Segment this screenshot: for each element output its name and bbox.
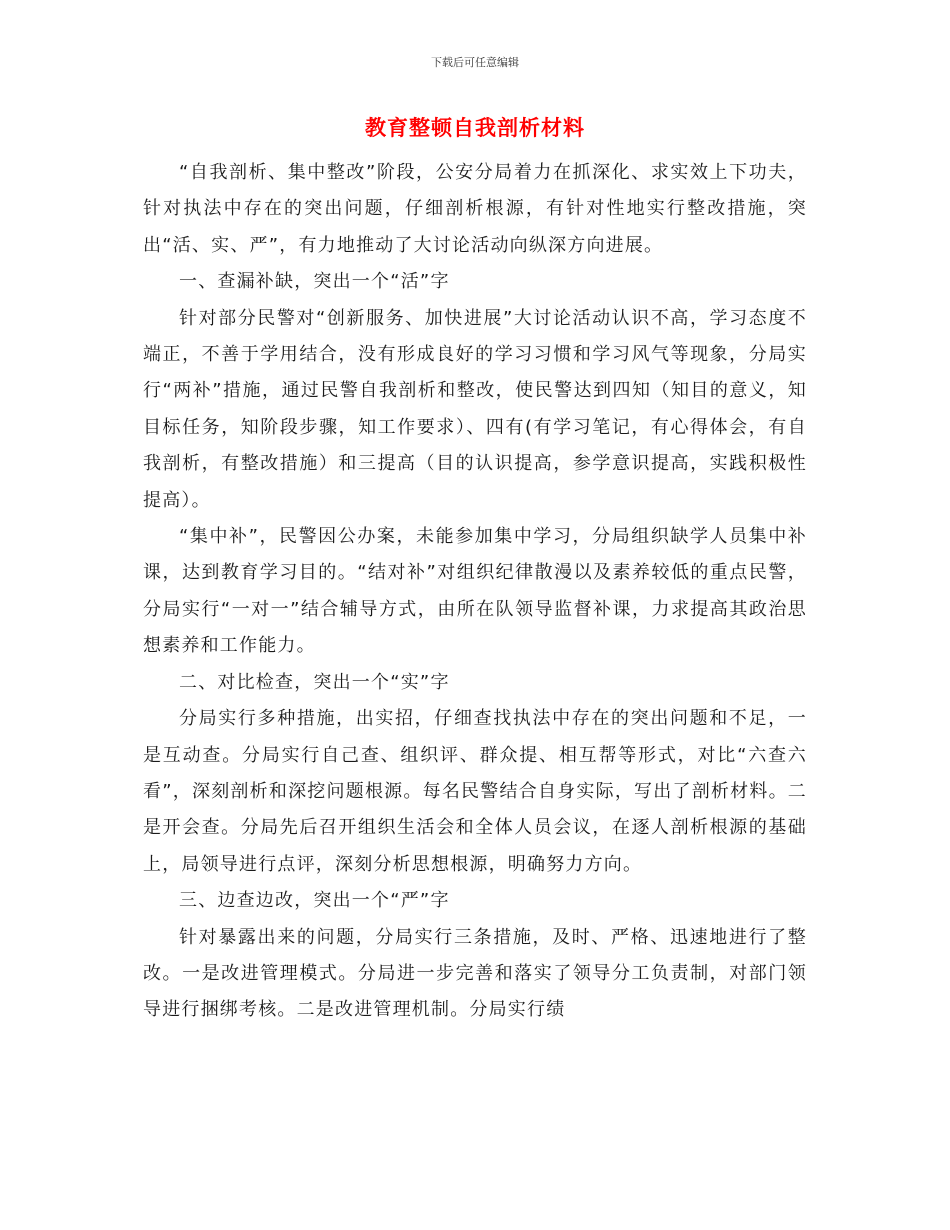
document-body [143, 155, 807, 1029]
body-paragraph: 分局实行多种措施，出实招，仔细查找执法中存在的突出问题和不足，一是互动查。分局实行自己查、组织评、群众提、相互帮等形式，对比“六查六看”，深刻剖析和深挖问题根源。每名民警结合自身实际，写出了剖析材料。二是开会查。分局先后召开组织生活会和全体人员会议，在逐人剖析根源的基础上，局领导进行点评，深刻分析思想根源，明确努力方向。 [143, 708, 807, 875]
section-heading-3: 三、边查边改，突出一个“严”字 [179, 890, 450, 912]
body-paragraph: 针对暴露出来的问题，分局实行三条措施，及时、严格、迅速地进行了整改。一是改进管理模式。分局进一步完善和落实了领导分工负责制，对部门领导进行捆绑考核。二是改进管理机制。分局实行绩 [143, 926, 807, 1021]
intro-paragraph: “自我剖析、集中整改”阶段，公安分局着力在抓深化、求实效上下功夫，针对执法中存在的突出问题，仔细剖析根源，有针对性地实行整改措施，突出“活、实、严”，有力地推动了大讨论活动向纵深方向进展。 [143, 162, 807, 256]
document-title: 教育整顿自我剖析材料 [365, 116, 585, 140]
body-paragraph: 针对部分民警对“创新服务、加快进展”大讨论活动认识不高，学习态度不端正，不善于学用结合，没有形成良好的学习习惯和学习风气等现象，分局实行“两补”措施，通过民警自我剖析和整改，使民警达到四知（知目的意义，知目标任务，知阶段步骤，知工作要求）、四有(有学习笔记，有心得体会，有自我剖析，有整改措施）和三提高（目的认识提高，参学意识提高，实践积极性提高）。 [143, 307, 807, 511]
section-heading-1: 一、查漏补缺，突出一个“活”字 [179, 271, 450, 293]
page-header-note: 下载后可任意编辑 [431, 56, 519, 69]
body-paragraph: “集中补”，民警因公办案，未能参加集中学习，分局组织缺学人员集中补课，达到教育学习目的。“结对补”对组织纪律散漫以及素养较低的重点民警，分局实行“一对一”结合辅导方式，由所在队领导监督补课，力求提高其政治思想素养和工作能力。 [143, 526, 807, 657]
section-heading-2: 二、对比检查，突出一个“实”字 [179, 671, 450, 693]
